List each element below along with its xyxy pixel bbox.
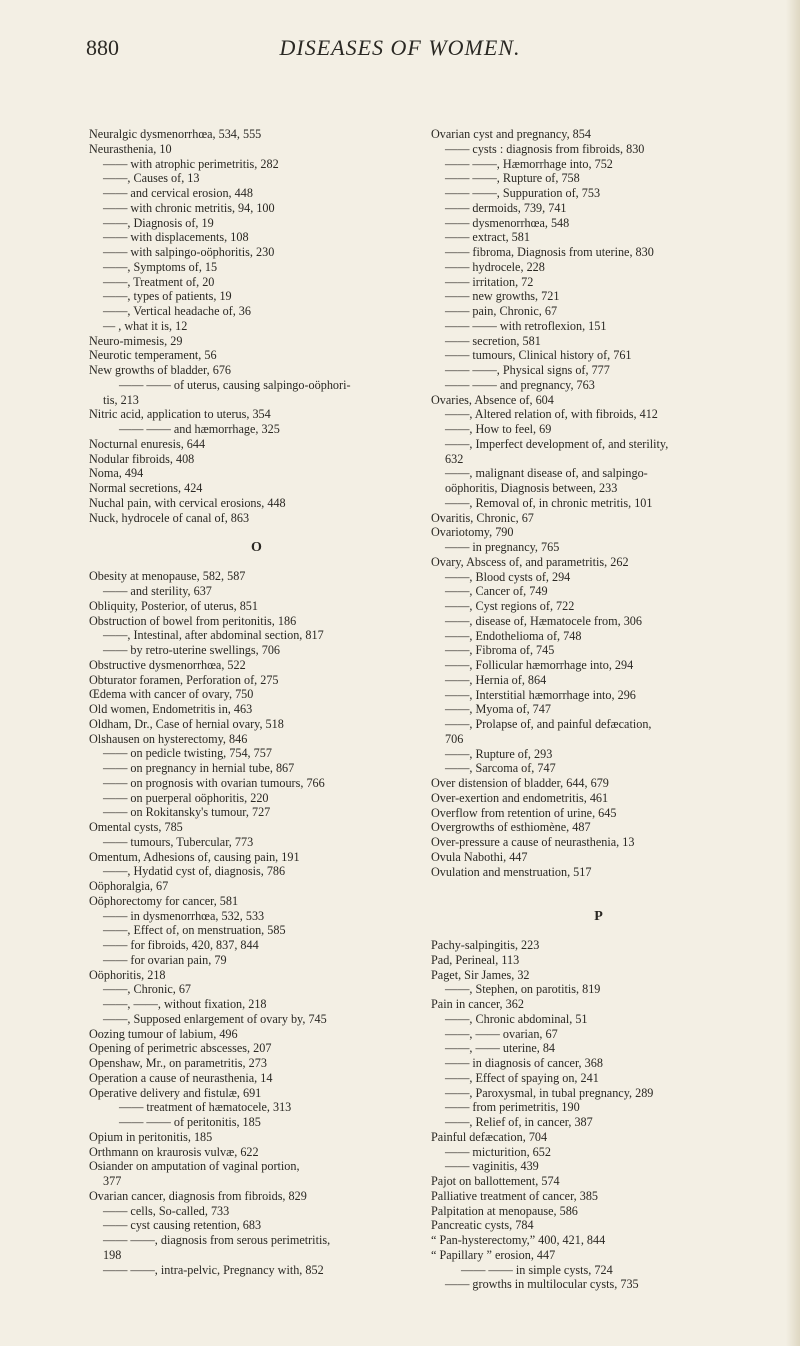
- index-entry: Œdema with cancer of ovary, 750: [89, 687, 254, 702]
- index-entry: —— and sterility, 637: [103, 584, 212, 598]
- index-entry: Oozing tumour of labium, 496: [89, 1026, 238, 1041]
- index-entry: Nocturnal enuresis, 644: [89, 436, 206, 451]
- index-entry: Ovulation and menstruation, 517: [431, 864, 592, 879]
- index-entry: 198: [103, 1247, 122, 1262]
- index-entry: ——, Relief of, in cancer, 387: [445, 1115, 593, 1129]
- index-entry: —— ——, Physical signs of, 777: [445, 363, 610, 377]
- index-entry: Opium in peritonitis, 185: [89, 1129, 213, 1144]
- page-number: 880: [86, 35, 119, 60]
- index-entry: —— growths in multilocular cysts, 735: [445, 1277, 639, 1292]
- index-entry: ——, How to feel, 69: [445, 422, 552, 436]
- running-title: DISEASES OF WOMEN.: [279, 35, 521, 60]
- index-entry: —— —— of uterus, causing salpingo-oöphori-: [119, 377, 351, 392]
- index-entry: —— new growths, 721: [445, 289, 560, 304]
- index-entry: ——, Effect of spaying on, 241: [445, 1070, 599, 1085]
- index-entry: ——, Blood cysts of, 294: [445, 569, 571, 584]
- index-entry: Oöphorectomy for cancer, 581: [89, 893, 239, 908]
- index-entry: —— with chronic metritis, 94, 100: [103, 200, 275, 215]
- index-entry: oöphoritis, Diagnosis between, 233: [445, 481, 618, 495]
- section-letter: P: [594, 909, 603, 924]
- index-entry: Obstructive dysmenorrhœa, 522: [89, 657, 246, 672]
- index-entry: ——, Symptoms of, 15: [103, 259, 218, 274]
- index-entry: Pajot on ballottement, 574: [431, 1174, 560, 1188]
- index-entry: —— from perimetritis, 190: [445, 1100, 580, 1115]
- index-entry: Obturator foramen, Perforation of, 275: [89, 672, 279, 687]
- index-entry: —— with salpingo-oöphoritis, 230: [103, 245, 275, 259]
- index-entry: —— and cervical erosion, 448: [103, 186, 253, 200]
- index-entry: Nitric acid, application to uterus, 354: [89, 407, 271, 422]
- index-entry: ——, Paroxysmal, in tubal pregnancy, 289: [445, 1085, 654, 1100]
- index-entry: ——, Vertical headache of, 36: [103, 304, 251, 318]
- index-entry: —— dermoids, 739, 741: [445, 200, 567, 215]
- index-entry: —— —— in simple cysts, 724: [461, 1262, 613, 1277]
- index-entry: ——, Stephen, on parotitis, 819: [445, 982, 601, 997]
- index-entry: Old women, Endometritis in, 463: [89, 702, 253, 716]
- index-entry: —— dysmenorrhœa, 548: [445, 215, 570, 230]
- index-entry: Overgrowths of esthiomène, 487: [431, 820, 591, 835]
- index-entry: Opening of perimetric abscesses, 207: [89, 1041, 272, 1056]
- index-entry: “ Papillary ” erosion, 447: [431, 1247, 556, 1262]
- index-entry: Neurasthenia, 10: [89, 141, 172, 156]
- index-entry: Obstruction of bowel from peritonitis, 186: [89, 613, 297, 628]
- index-entry: Nuck, hydrocele of canal of, 863: [89, 510, 250, 525]
- index-entry: —— ——, Rupture of, 758: [445, 171, 580, 186]
- index-entry: ——, Sarcoma of, 747: [445, 761, 556, 776]
- index-entry: —— —— and hæmorrhage, 325: [119, 422, 280, 436]
- index-entry: ——, —— ovarian, 67: [445, 1026, 558, 1041]
- index-entry: Oöphoralgia, 67: [89, 879, 169, 893]
- index-entry: Ovariotomy, 790: [431, 525, 514, 540]
- index-entry: —— in diagnosis of cancer, 368: [445, 1056, 603, 1070]
- index-entry: —— on puerperal oöphoritis, 220: [103, 790, 269, 805]
- index-entry: ——, ——, without fixation, 218: [103, 997, 267, 1011]
- index-entry: Noma, 494: [89, 466, 144, 481]
- index-entry: —— with atrophic perimetritis, 282: [103, 156, 279, 171]
- index-entry: ——, Removal of, in chronic metritis, 101: [445, 495, 653, 510]
- index-entry: —— vaginitis, 439: [445, 1159, 539, 1174]
- index-entry: 377: [103, 1174, 122, 1188]
- index-entry: ——, Myoma of, 747: [445, 702, 551, 717]
- index-entry: Operation a cause of neurasthenia, 14: [89, 1070, 273, 1085]
- index-entry: Openshaw, Mr., on parametritis, 273: [89, 1056, 267, 1070]
- index-entry: —— fibroma, Diagnosis from uterine, 830: [445, 245, 654, 259]
- index-entry: —— cyst causing retention, 683: [103, 1218, 262, 1233]
- index-entry: Ovarian cyst and pregnancy, 854: [431, 127, 591, 141]
- index-entry: —— on pregnancy in hernial tube, 867: [103, 761, 295, 775]
- index-entry: ——, Interstitial hæmorrhage into, 296: [445, 687, 636, 702]
- index-entry: Pachy-salpingitis, 223: [431, 938, 540, 952]
- index-entry: Palliative treatment of cancer, 385: [431, 1188, 599, 1203]
- index-entry: Omental cysts, 785: [89, 820, 183, 834]
- index-entry: —— micturition, 652: [445, 1144, 551, 1159]
- index-entry: Painful defæcation, 704: [431, 1129, 548, 1144]
- index-entry: —— for fibroids, 420, 837, 844: [103, 938, 259, 952]
- index-entry: —— —— with retroflexion, 151: [445, 318, 607, 333]
- index-entry: —— in pregnancy, 765: [445, 540, 560, 554]
- index-entry: ——, Prolapse of, and painful defæcation,: [445, 717, 652, 731]
- index-entry: Over distension of bladder, 644, 679: [431, 776, 609, 790]
- index-entry: —— treatment of hæmatocele, 313: [119, 1100, 292, 1115]
- index-entry: Omentum, Adhesions of, causing pain, 191: [89, 849, 300, 864]
- index-entry: 632: [445, 451, 464, 466]
- index-entry: ——, Intestinal, after abdominal section, 817: [103, 628, 324, 643]
- index-entry: —— cysts : diagnosis from fibroids, 830: [445, 141, 645, 156]
- index-entry: Pancreatic cysts, 784: [431, 1218, 534, 1233]
- index-entry: ——, Supposed enlargement of ovary by, 745: [103, 1011, 327, 1026]
- index-entry: ——, —— uterine, 84: [445, 1041, 556, 1056]
- index-entry: —— ——, Suppuration of, 753: [445, 186, 601, 200]
- index-entry: —— in dysmenorrhœa, 532, 533: [103, 908, 265, 923]
- index-entry: Olshausen on hysterectomy, 846: [89, 731, 248, 746]
- index-entry: Paget, Sir James, 32: [431, 967, 530, 982]
- index-entry: —— ——, diagnosis from serous perimetritis,: [103, 1233, 331, 1247]
- index-entry: Overflow from retention of urine, 645: [431, 805, 617, 820]
- index-entry: ——, Diagnosis of, 19: [103, 215, 214, 230]
- index-entry: —— on Rokitansky's tumour, 727: [103, 805, 271, 820]
- index-entry: —— with displacements, 108: [103, 230, 249, 245]
- index-entry: Palpitation at menopause, 586: [431, 1203, 578, 1218]
- index-entry: —— secretion, 581: [445, 333, 541, 348]
- index-entry: Oldham, Dr., Case of hernial ovary, 518: [89, 716, 284, 731]
- index-entry: Normal secretions, 424: [89, 481, 203, 495]
- index-entry: —— hydrocele, 228: [445, 259, 545, 274]
- index-entry: Neurotic temperament, 56: [89, 348, 217, 363]
- index-entry: Nuchal pain, with cervical erosions, 448: [89, 495, 286, 510]
- index-entry: ——, Cancer of, 749: [445, 584, 548, 599]
- index-entry: —— cells, So-called, 733: [103, 1203, 230, 1218]
- index-entry: Ovaritis, Chronic, 67: [431, 510, 534, 525]
- index-entry: —— irritation, 72: [445, 274, 534, 289]
- index-entry: Osiander on amputation of vaginal portion,: [89, 1159, 300, 1174]
- index-entry: ——, Treatment of, 20: [103, 274, 215, 289]
- index-entry: Obliquity, Posterior, of uterus, 851: [89, 598, 258, 613]
- index-entry: —— —— of peritonitis, 185: [119, 1115, 261, 1129]
- index-entry: Neuralgic dysmenorrhœa, 534, 555: [89, 127, 262, 141]
- index-entry: ——, Chronic abdominal, 51: [445, 1011, 588, 1026]
- index-entry: ——, Endothelioma of, 748: [445, 628, 582, 643]
- index-entry: Over-exertion and endometritis, 461: [431, 790, 609, 805]
- index-entry: —— on prognosis with ovarian tumours, 766: [103, 775, 325, 790]
- index-entry: —— by retro-uterine swellings, 706: [103, 643, 281, 657]
- index-column-right: [431, 127, 766, 1292]
- section-letter: O: [251, 540, 262, 556]
- index-entry: tis, 213: [103, 392, 139, 407]
- index-entry: ——, Chronic, 67: [103, 982, 192, 997]
- index-entry: Ovaries, Absence of, 604: [431, 392, 554, 407]
- index-entry: Oöphoritis, 218: [89, 967, 166, 982]
- index-entry: ——, Rupture of, 293: [445, 746, 553, 761]
- index-entry: ——, Effect of, on menstruation, 585: [103, 923, 286, 938]
- index-entry: ——, malignant disease of, and salpingo-: [445, 466, 648, 481]
- index-entry: ——, Follicular hæmorrhage into, 294: [445, 658, 634, 672]
- index-column-left: [89, 127, 424, 1277]
- index-entry: Ovary, Abscess of, and parametritis, 262: [431, 554, 629, 569]
- index-entry: ——, Hydatid cyst of, diagnosis, 786: [103, 864, 286, 879]
- index-entry: “ Pan-hysterectomy,” 400, 421, 844: [431, 1233, 606, 1247]
- index-entry: —— ——, intra-pelvic, Pregnancy with, 852: [103, 1262, 324, 1277]
- index-entry: —— ——, Hæmorrhage into, 752: [445, 156, 613, 171]
- index-entry: ——, Causes of, 13: [103, 171, 200, 186]
- index-entry: Ovarian cancer, diagnosis from fibroids, 829: [89, 1188, 307, 1203]
- index-entry: Obesity at menopause, 582, 587: [89, 569, 246, 584]
- index-entry: Operative delivery and fistulæ, 691: [89, 1085, 262, 1100]
- index-entry: —— —— and pregnancy, 763: [445, 377, 595, 392]
- index-entry: — , what it is, 12: [103, 318, 188, 333]
- index-entry: Pad, Perineal, 113: [431, 952, 520, 967]
- spacer: [431, 879, 766, 894]
- index-entry: Ovula Nabothi, 447: [431, 849, 528, 864]
- index-entry: Neuro-mimesis, 29: [89, 333, 183, 348]
- index-entry: —— pain, Chronic, 67: [445, 304, 558, 318]
- index-entry: —— tumours, Tubercular, 773: [103, 834, 254, 849]
- index-entry: ——, Cyst regions of, 722: [445, 599, 575, 613]
- page-edge-shadow: [786, 0, 800, 1346]
- index-entry: ——, disease of, Hæmatocele from, 306: [445, 613, 642, 628]
- index-entry: ——, types of patients, 19: [103, 289, 232, 304]
- index-entry: ——, Altered relation of, with fibroids, 412: [445, 407, 658, 422]
- index-entry: 706: [445, 731, 464, 746]
- index-entry: ——, Hernia of, 864: [445, 672, 547, 687]
- index-entry: ——, Imperfect development of, and sterility,: [445, 436, 669, 451]
- index-entry: —— extract, 581: [445, 230, 530, 245]
- index-entry: ——, Fibroma of, 745: [445, 643, 555, 658]
- index-entry: Orthmann on kraurosis vulvæ, 622: [89, 1144, 259, 1159]
- index-entry: —— tumours, Clinical history of, 761: [445, 348, 632, 363]
- index-entry: Nodular fibroids, 408: [89, 451, 195, 466]
- index-entry: —— for ovarian pain, 79: [103, 952, 227, 967]
- index-entry: Pain in cancer, 362: [431, 997, 524, 1011]
- index-entry: Over-pressure a cause of neurasthenia, 13: [431, 835, 635, 849]
- index-entry: —— on pedicle twisting, 754, 757: [103, 746, 272, 761]
- index-entry: New growths of bladder, 676: [89, 363, 232, 377]
